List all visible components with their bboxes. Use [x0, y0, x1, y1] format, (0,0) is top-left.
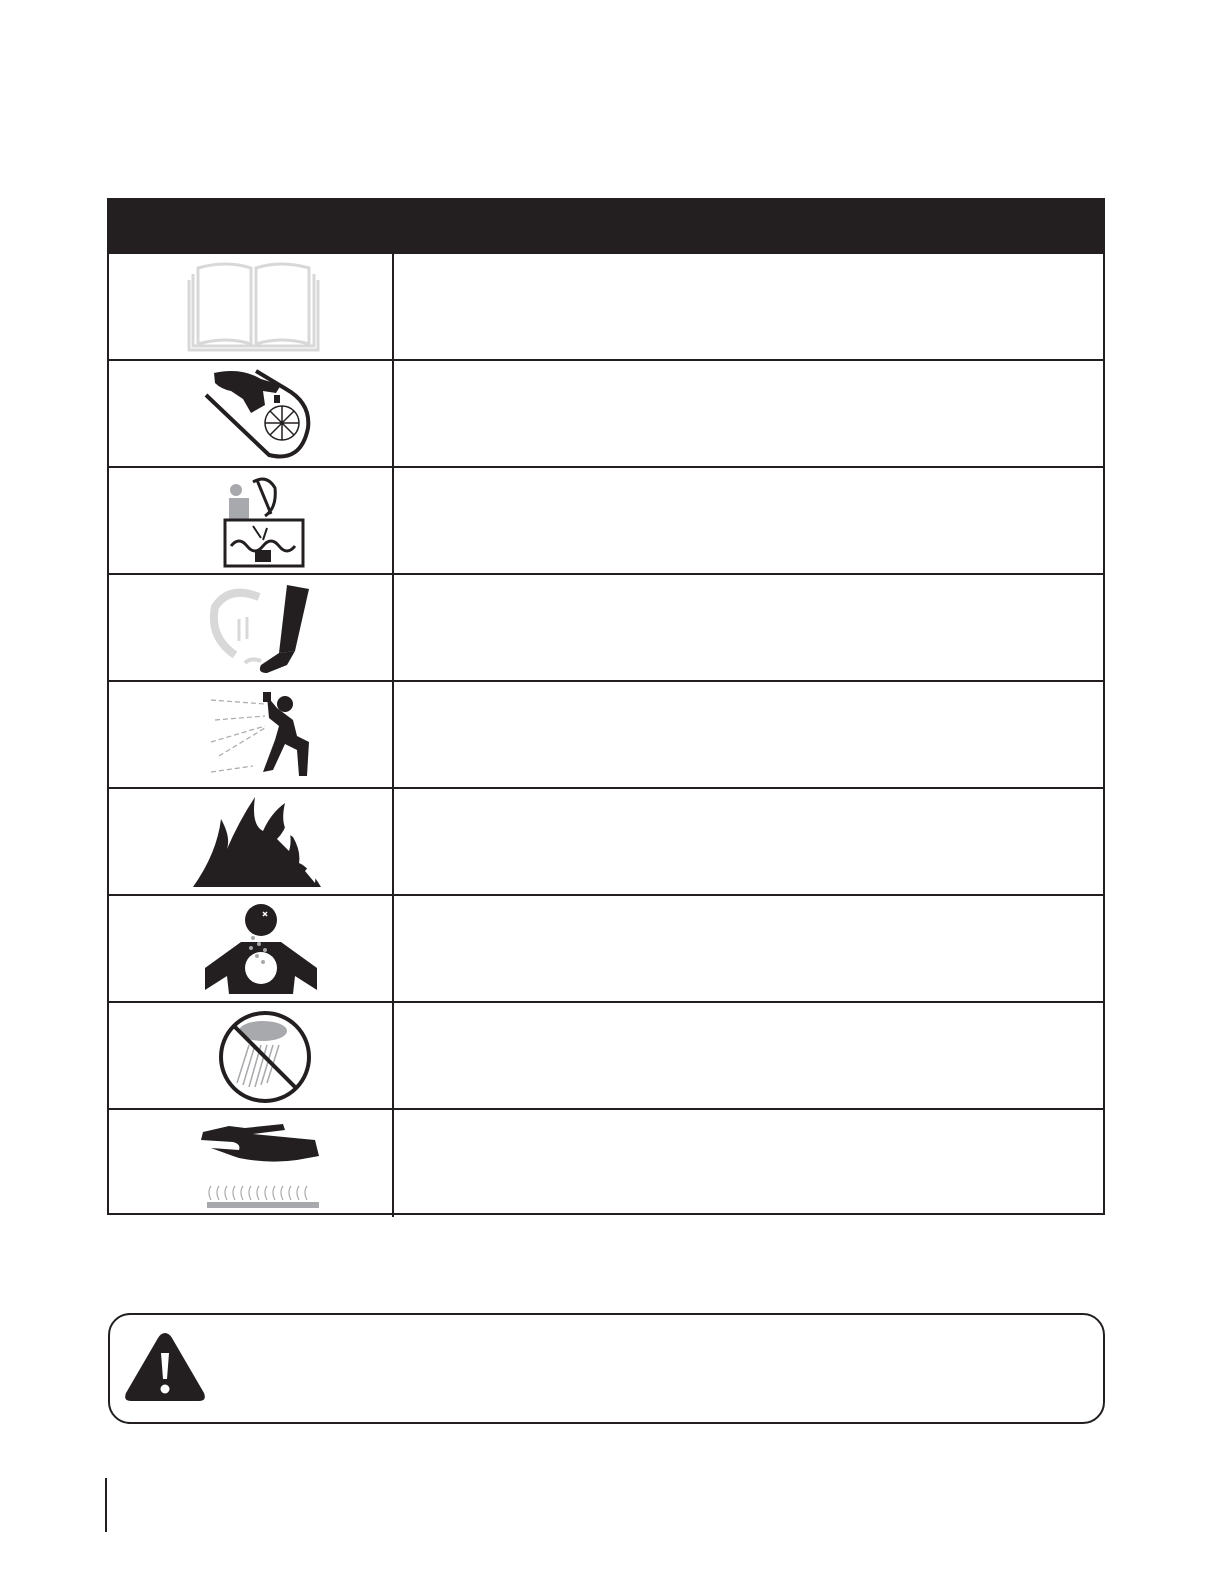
- hand-in-impeller-icon: [181, 363, 326, 463]
- table-row: [109, 1110, 1103, 1217]
- symbol-cell: [109, 896, 394, 1001]
- safety-symbols-table: [107, 254, 1105, 1215]
- page-margin-rule: [105, 1478, 107, 1532]
- description-cell: [394, 361, 1103, 466]
- foot-in-impeller-icon: [181, 577, 326, 677]
- table-row: [109, 575, 1103, 682]
- symbol-cell: [109, 254, 394, 359]
- table-row: [109, 896, 1103, 1003]
- table-row: [109, 361, 1103, 468]
- symbol-cell: [109, 789, 394, 894]
- symbol-cell: [109, 361, 394, 466]
- description-cell: [394, 254, 1103, 359]
- warning-triangle-icon: [122, 1329, 208, 1405]
- symbol-cell: [109, 575, 394, 680]
- thrown-objects-icon: [181, 684, 326, 784]
- description-cell: [394, 468, 1103, 573]
- table-row: [109, 254, 1103, 361]
- description-cell: [394, 1110, 1103, 1217]
- symbol-cell: [109, 1003, 394, 1108]
- symbol-cell: [109, 468, 394, 573]
- description-cell: [394, 789, 1103, 894]
- warning-box: [108, 1313, 1105, 1424]
- table-row: [109, 682, 1103, 789]
- description-cell: [394, 1003, 1103, 1108]
- table-row: [109, 468, 1103, 575]
- description-cell: [394, 575, 1103, 680]
- operators-manual-icon: [181, 256, 326, 356]
- auger-entanglement-icon: [181, 470, 326, 570]
- table-header-bar: [107, 198, 1105, 254]
- table-row: [109, 1003, 1103, 1110]
- table-row: [109, 789, 1103, 896]
- toxic-fumes-icon: [181, 898, 326, 998]
- no-rain-icon: [181, 1005, 326, 1105]
- hot-surface-icon: [181, 1112, 326, 1212]
- description-cell: [394, 682, 1103, 787]
- fire-icon: [181, 791, 326, 891]
- symbol-cell: [109, 1110, 394, 1217]
- symbol-cell: [109, 682, 394, 787]
- description-cell: [394, 896, 1103, 1001]
